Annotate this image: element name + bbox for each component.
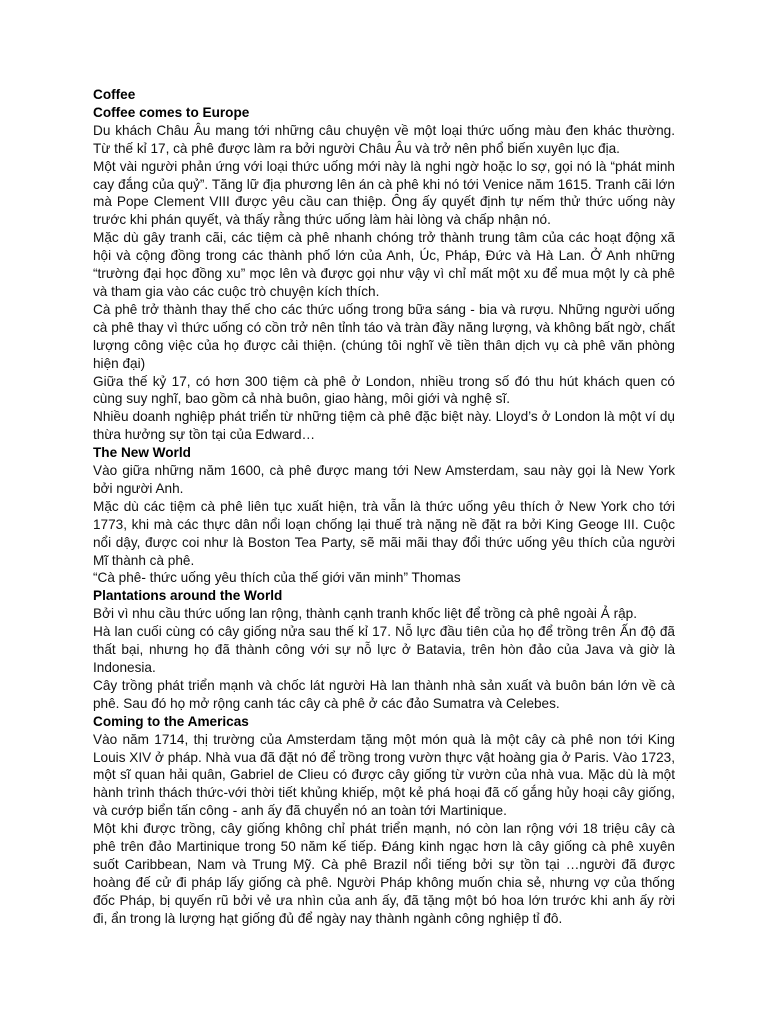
section-heading: Coming to the Americas bbox=[93, 713, 249, 729]
paragraph: Một khi được trồng, cây giống không chỉ phát triển mạnh, nó còn lan rộng với 18 triệu cây cà phê trên đảo Martinique trong 50 năm kế tiếp. Đáng kinh ngạc hơn là cây giống cà phê xuyên suốt Caribbean, Nam và Trung Mỹ. Cà phê Brazil nổi tiếng bởi sự tồn tại …người đã được hoàng đế cử đi pháp lấy giống cà phê. Người Pháp không muốn chia sẻ, nhưng vợ của thống đốc Pháp, bị quyến rũ bởi vẻ ưa nhìn của anh ấy, đã tặng một bó hoa lớn trước khi anh ấy rời đi, ẩn trong là lượng hạt giống đủ để ngày nay thành ngành công nghiệp tỉ đô. bbox=[93, 821, 675, 926]
paragraph: “Cà phê- thức uống yêu thích của thế giới văn minh” Thomas bbox=[93, 570, 461, 586]
section-heading: Coffee comes to Europe bbox=[93, 104, 250, 120]
paragraph: Cây trồng phát triển mạnh và chốc lát người Hà lan thành nhà sản xuất và buôn bán lớn về cà phê. Sau đó họ mở rộng canh tác cây cà phê ở các đảo Sumatra và Celebes. bbox=[93, 677, 675, 711]
paragraph: Vào năm 1714, thị trường của Amsterdam tặng một món quà là một cây cà phê non tới King Louis XIV ở pháp. Nhà vua đã đặt nó để trồng trong vườn thực vật hoàng gia ở Paris. Vào 1723, một sĩ quan hải quân, Gabriel de Clieu có được cây giống từ vườn của nhà vua. Mặc dù là một hành trình thách thức-với thời tiết khủng khiếp, một kẻ phá hoại đã cố gắng hủy hoại cây giống, và cướp biển tấn công - anh ấy đã chuyển nó an toàn tới Martinique. bbox=[93, 731, 675, 819]
paragraph: Cà phê trở thành thay thế cho các thức uống trong bữa sáng - bia và rượu. Những người uống cà phê thay vì thức uống có cồn trở nên tỉnh táo và tràn đầy năng lượng, và không bất ngờ, chất lượng công việc của họ được cải thiện. (chúng tôi nghĩ về tiền thân dịch vụ cà phê văn phòng hiện đại) bbox=[93, 301, 675, 371]
paragraph: Hà lan cuối cùng có cây giống nửa sau thế kỉ 17. Nỗ lực đầu tiên của họ để trồng trên Ấn độ đã thất bại, nhưng họ đã thành công với sự nỗ lực ở Batavia, trên hòn đảo của Java và giờ là Indonesia. bbox=[93, 624, 675, 675]
paragraph: Một vài người phản ứng với loại thức uống mới này là nghi ngờ hoặc lo sợ, gọi nó là “phát minh cay đắng của quỷ”. Tăng lữ địa phương lên án cà phê khi nó tới Venice năm 1615. Tranh cãi lớn mà Pope Clement VIII được yêu cầu can thiệp. Ông ấy quyết định tự nếm thử thức uống này trước khi phán quyết, và thấy rằng thức uống làm hài lòng và chấp nhận nó. bbox=[93, 158, 675, 228]
paragraph: Mặc dù gây tranh cãi, các tiệm cà phê nhanh chóng trở thành trung tâm của các hoạt động xã hội và cộng đồng trong các thành phố lớn của Anh, Úc, Pháp, Đức và Hà Lan. Ở Anh những “trường đại học đồng xu” mọc lên và được gọi như vậy vì chỉ mất một xu để mua một ly cà phê và tham gia vào các cuộc trò chuyện kích thích. bbox=[93, 230, 675, 299]
section-heading: The New World bbox=[93, 445, 191, 461]
section-heading: Plantations around the World bbox=[93, 588, 283, 604]
document-page bbox=[93, 86, 675, 928]
paragraph: Giữa thế kỷ 17, có hơn 300 tiệm cà phê ở London, nhiều trong số đó thu hút khách quen có cùng suy nghĩ, bao gồm cả nhà buôn, giao hàng, môi giới và nghệ sĩ. bbox=[93, 373, 675, 407]
document-title: Coffee bbox=[93, 87, 136, 102]
paragraph: Mặc dù các tiệm cà phê liên tục xuất hiện, trà vẫn là thức uống yêu thích ở New York cho tới 1773, khi mà các thực dân nổi loạn chống lại thuế trà nặng nề đặt ra bởi King Geoge III. Cuộc nổi dậy, được coi như là Boston Tea Party, sẽ mãi mãi thay đổi thức uống yêu thích của người Mĩ thành cà phê. bbox=[93, 498, 675, 568]
paragraph: Vào giữa những năm 1600, cà phê được mang tới New Amsterdam, sau này gọi là New York bởi người Anh. bbox=[93, 463, 675, 496]
paragraph: Nhiều doanh nghiệp phát triển từ những tiệm cà phê đặc biệt này. Lloyd’s ở London là một ví dụ thừa hưởng sự tồn tại của Edward… bbox=[93, 409, 675, 443]
paragraph: Bởi vì nhu cầu thức uống lan rộng, thành cạnh tranh khốc liệt để trồng cà phê ngoài Ả rập. bbox=[93, 606, 637, 622]
paragraph: Du khách Châu Âu mang tới những câu chuyện về một loại thức uống màu đen khác thường. Từ thế kỉ 17, cà phê được làm ra bởi người Châu Âu và trở nên phổ biến xuyên lục địa. bbox=[93, 122, 675, 156]
